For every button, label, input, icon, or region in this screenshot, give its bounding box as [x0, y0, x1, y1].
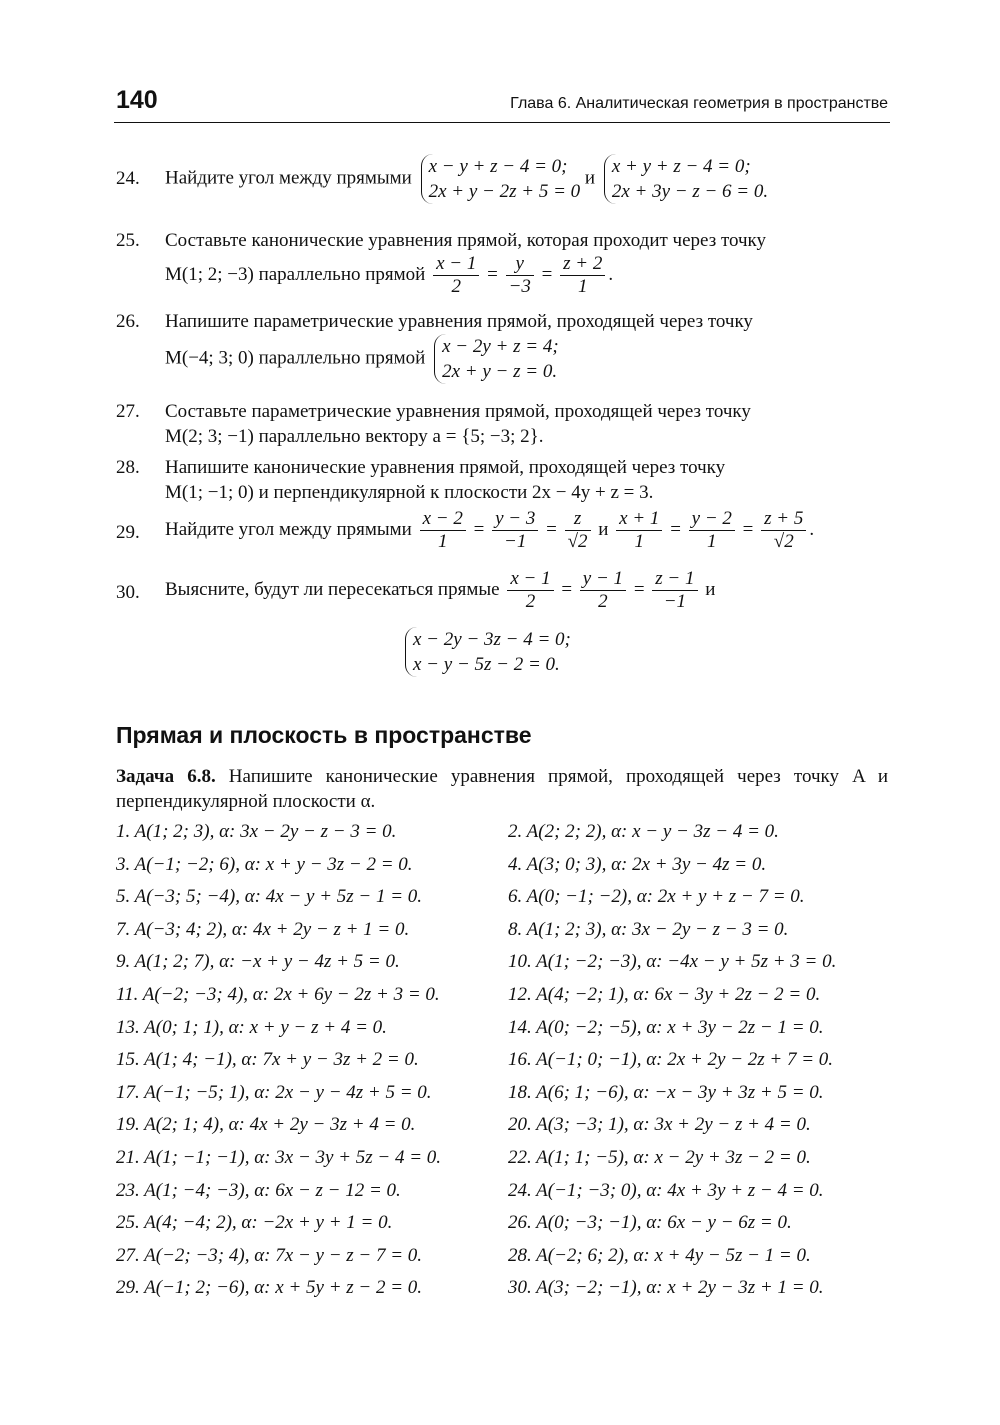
- denominator: 2: [525, 591, 536, 612]
- problem-body: [165, 228, 888, 298]
- equals-sign: =: [742, 518, 754, 540]
- exercise-item: 15. A(1; 4; −1), α: 7x + y − 3z + 2 = 0.: [116, 1049, 419, 1071]
- problem-number: 25.: [116, 230, 140, 251]
- equation-line: x − y + z − 4 = 0;: [428, 156, 568, 177]
- problem-body: [165, 309, 888, 384]
- equation-line: 2x + y − z = 0.: [442, 361, 558, 382]
- exercise-item: 3. A(−1; −2; 6), α: x + y − 3z − 2 = 0.: [116, 853, 413, 875]
- fraction: [560, 253, 605, 298]
- task-text: Напишите канонические уравнения прямой, проходящей через точку A и перпендикулярной плоскости α.: [116, 766, 888, 812]
- period: .: [608, 263, 614, 285]
- problem-text: Найдите угол между прямыми: [165, 167, 412, 189]
- exercise-item: 10. A(1; −2; −3), α: −4x − y + 5z + 3 = 0.: [508, 951, 837, 973]
- equation-system-wrap: [401, 627, 888, 677]
- numerator: x − 2: [420, 508, 466, 531]
- exercise-item: 20. A(3; −3; 1), α: 3x + 2y − z + 4 = 0.: [508, 1114, 811, 1136]
- exercise-item: 14. A(0; −2; −5), α: x + 3y − 2z − 1 = 0.: [508, 1016, 824, 1038]
- problem-29: [116, 508, 888, 553]
- fraction: [506, 253, 534, 298]
- problem-text: Составьте канонические уравнения прямой, которая проходит через точку: [165, 230, 767, 251]
- equals-sign: =: [546, 518, 557, 540]
- numerator: y: [506, 253, 534, 276]
- problem-text: M(1; 2; −3) параллельно прямой: [165, 263, 426, 285]
- problem-text: M(−4; 3; 0) параллельно прямой: [165, 347, 426, 369]
- numerator: y − 1: [580, 568, 626, 591]
- numerator: z: [565, 508, 591, 531]
- header-rule: [114, 122, 890, 123]
- denominator: √2: [773, 531, 794, 552]
- equation-system: [604, 154, 768, 204]
- equation-line: 2x + 3y − z − 6 = 0.: [611, 181, 769, 202]
- numerator: x − 1: [507, 568, 553, 591]
- problem-body: [165, 455, 888, 505]
- numerator: y − 2: [689, 508, 735, 531]
- conjunction: и: [705, 578, 716, 600]
- equation-line: x − 2y + z = 4;: [442, 336, 559, 357]
- fraction: [420, 508, 466, 553]
- problem-text: Напишите параметрические уравнения прямой, проходящей через точку: [165, 311, 753, 332]
- equals-sign: =: [561, 578, 573, 600]
- problem-number: 26.: [116, 311, 140, 332]
- exercise-item: 16. A(−1; 0; −1), α: 2x + 2y − 2z + 7 = 0.: [508, 1049, 834, 1071]
- exercise-column-right: [508, 816, 836, 1305]
- problem-number: 30.: [116, 582, 140, 603]
- problem-body: [165, 154, 888, 204]
- equation-line: x − y − 5z − 2 = 0.: [413, 654, 560, 675]
- problem-27: [116, 399, 888, 449]
- problem-number: 29.: [116, 522, 140, 543]
- page-number: 140: [116, 86, 158, 114]
- problem-number: 28.: [116, 457, 140, 478]
- numerator: z + 2: [560, 253, 605, 276]
- task-label: Задача 6.8.: [116, 766, 216, 787]
- problem-text: Напишите канонические уравнения прямой, проходящей через точку: [165, 457, 726, 478]
- fraction: [689, 508, 735, 553]
- denominator: −1: [504, 531, 527, 552]
- fraction: [433, 253, 479, 298]
- exercise-item: 19. A(2; 1; 4), α: 4x + 2y − 3z + 4 = 0.: [116, 1114, 416, 1136]
- exercise-item: 4. A(3; 0; 3), α: 2x + 3y − 4z = 0.: [508, 853, 767, 875]
- equation-line: 2x + y − 2z + 5 = 0: [428, 181, 581, 202]
- problem-text-line: [165, 334, 888, 384]
- exercise-item: 18. A(6; 1; −6), α: −x − 3y + 3z + 5 = 0.: [508, 1081, 824, 1103]
- problem-body: [165, 568, 888, 677]
- denominator: −1: [663, 591, 687, 612]
- exercise-item: 12. A(4; −2; 1), α: 6x − 3y + 2z − 2 = 0.: [508, 983, 821, 1005]
- exercise-item: 26. A(0; −3; −1), α: 6x − y − 6z = 0.: [508, 1212, 792, 1234]
- denominator: 2: [598, 591, 608, 612]
- exercise-item: 30. A(3; −2; −1), α: x + 2y − 3z + 1 = 0.: [508, 1277, 824, 1299]
- exercise-item: 21. A(1; −1; −1), α: 3x − 3y + 5z − 4 = 0.: [116, 1146, 442, 1168]
- exercise-item: 2. A(2; 2; 2), α: x − y − 3z − 4 = 0.: [508, 821, 779, 842]
- problem-text: Найдите угол между прямыми: [165, 518, 412, 540]
- exercise-item: 25. A(4; −4; 2), α: −2x + y + 1 = 0.: [116, 1212, 393, 1234]
- equals-sign: =: [473, 518, 485, 540]
- equation-line: x + y + z − 4 = 0;: [611, 156, 751, 177]
- denominator: 1: [437, 531, 448, 552]
- fraction: [652, 568, 697, 613]
- problem-text-line: [165, 253, 888, 298]
- exercise-item: 29. A(−1; 2; −6), α: x + 5y + z − 2 = 0.: [116, 1277, 423, 1299]
- equals-sign: =: [487, 263, 498, 285]
- problem-body: [165, 399, 888, 449]
- equals-sign: =: [670, 518, 681, 540]
- fraction: [492, 508, 538, 553]
- problem-30: [116, 568, 888, 677]
- problem-number: 27.: [116, 401, 140, 422]
- equation-system: [421, 154, 581, 204]
- conjunction: и: [598, 518, 609, 540]
- exercise-item: 17. A(−1; −5; 1), α: 2x − y − 4z + 5 = 0.: [116, 1081, 432, 1103]
- exercise-item: 27. A(−2; −3; 4), α: 7x − y − z − 7 = 0.: [116, 1244, 423, 1266]
- exercise-item: 13. A(0; 1; 1), α: x + y − z + 4 = 0.: [116, 1016, 387, 1038]
- problem-text: Составьте параметрические уравнения прямой, проходящей через точку: [165, 401, 751, 422]
- problem-text: M(1; −1; 0) и перпендикулярной к плоскости 2x − 4y + z = 3.: [165, 482, 654, 503]
- problem-26: [116, 309, 888, 384]
- numerator: z − 1: [652, 568, 697, 591]
- equation-line: x − 2y − 3z − 4 = 0;: [413, 629, 571, 650]
- problem-text: M(2; 3; −1) параллельно вектору a = {5; −3; 2}.: [165, 426, 544, 447]
- task-statement: [116, 764, 888, 814]
- denominator: −3: [508, 276, 531, 297]
- problem-28: [116, 455, 888, 505]
- equals-sign: =: [541, 263, 553, 285]
- fraction: [761, 508, 806, 553]
- equation-system: [434, 334, 559, 384]
- numerator: x − 1: [433, 253, 479, 276]
- fraction: [580, 568, 626, 613]
- exercise-item: 7. A(−3; 4; 2), α: 4x + 2y − z + 1 = 0.: [116, 918, 410, 940]
- exercise-item: 1. A(1; 2; 3), α: 3x − 2y − z − 3 = 0.: [116, 821, 397, 842]
- exercise-column-left: [116, 816, 441, 1305]
- exercise-item: 23. A(1; −4; −3), α: 6x − z − 12 = 0.: [116, 1179, 401, 1201]
- numerator: z + 5: [761, 508, 806, 531]
- problem-text: Выясните, будут ли пересекаться прямые: [165, 578, 500, 600]
- fraction: [616, 508, 662, 553]
- equals-sign: =: [633, 578, 645, 600]
- fraction: [565, 508, 591, 553]
- denominator: √2: [567, 531, 588, 552]
- numerator: y − 3: [492, 508, 538, 531]
- exercise-item: 22. A(1; 1; −5), α: x − 2y + 3z − 2 = 0.: [508, 1146, 811, 1168]
- conjunction: и: [584, 167, 596, 189]
- exercise-item: 5. A(−3; 5; −4), α: 4x − y + 5z − 1 = 0.: [116, 886, 423, 908]
- exercise-item: 28. A(−2; 6; 2), α: x + 4y − 5z − 1 = 0.: [508, 1244, 811, 1266]
- problem-body: [165, 508, 888, 553]
- equation-system: [405, 627, 571, 677]
- denominator: 1: [634, 531, 645, 552]
- section-title: Прямая и плоскость в пространстве: [116, 722, 532, 748]
- problem-number: 24.: [116, 168, 140, 189]
- problem-25: [116, 228, 888, 298]
- denominator: 1: [577, 276, 588, 297]
- problem-24: [116, 154, 888, 204]
- running-title: Глава 6. Аналитическая геометрия в пространстве: [510, 95, 888, 112]
- period: .: [809, 518, 815, 540]
- exercise-item: 9. A(1; 2; 7), α: −x + y − 4z + 5 = 0.: [116, 951, 400, 973]
- fraction: [507, 568, 553, 613]
- exercise-item: 6. A(0; −1; −2), α: 2x + y + z − 7 = 0.: [508, 886, 805, 908]
- exercise-item: 24. A(−1; −3; 0), α: 4x + 3y + z − 4 = 0.: [508, 1179, 824, 1201]
- denominator: 2: [451, 276, 461, 297]
- numerator: x + 1: [616, 508, 662, 531]
- exercise-item: 11. A(−2; −3; 4), α: 2x + 6y − 2z + 3 = 0.: [116, 983, 440, 1005]
- exercise-item: 8. A(1; 2; 3), α: 3x − 2y − z − 3 = 0.: [508, 918, 789, 940]
- denominator: 1: [707, 531, 717, 552]
